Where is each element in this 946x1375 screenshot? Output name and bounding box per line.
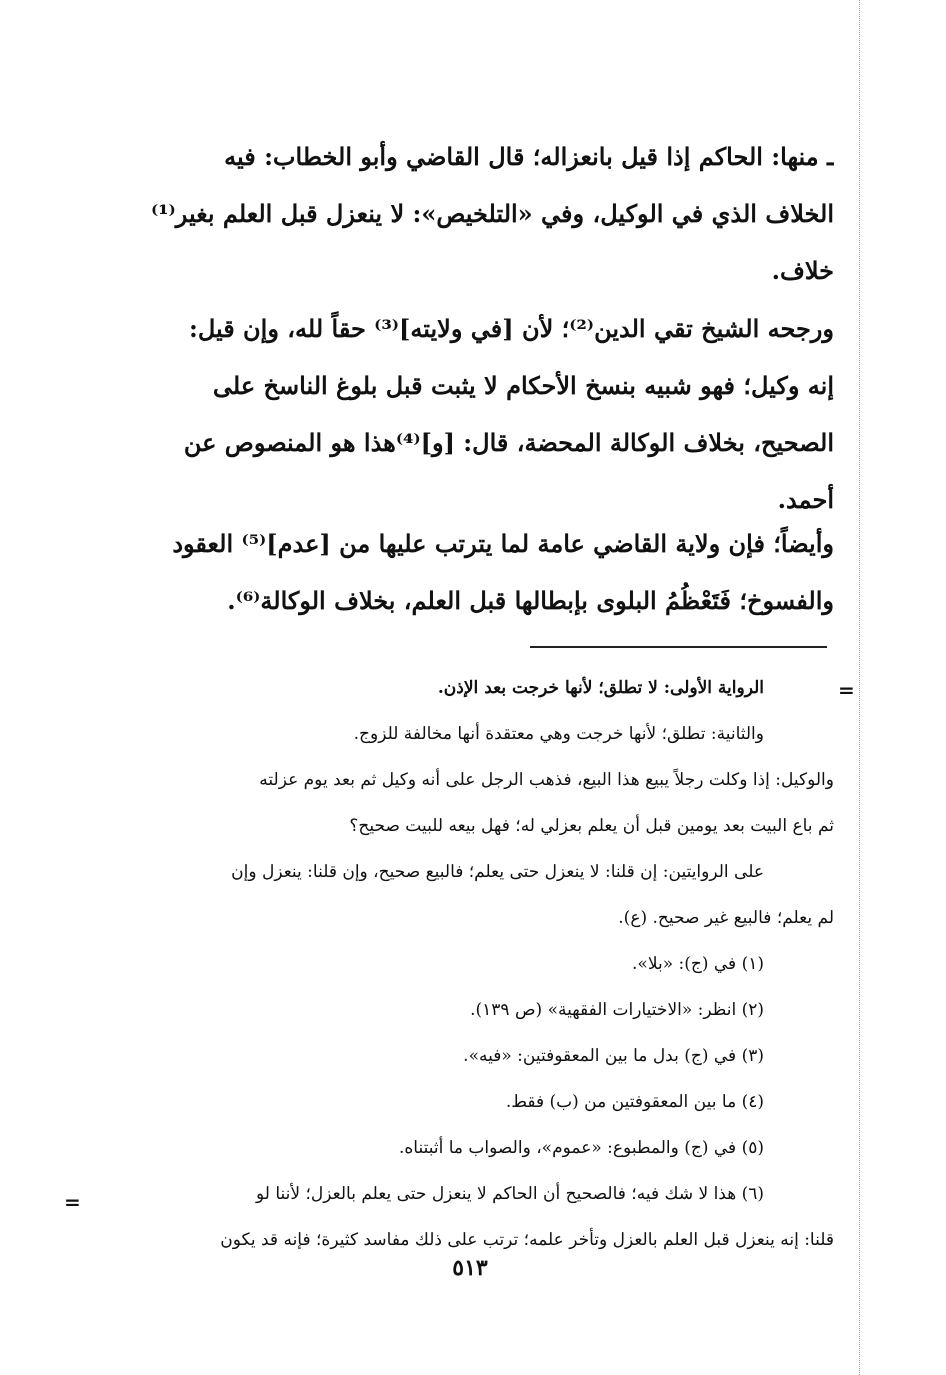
footnote-separator [530,646,827,648]
footnote-2: (٢) انظر: «الاختيارات الفقهية» (ص ١٣٩). [470,1000,764,1020]
page-edge-dotted-line [859,0,860,1375]
text-line: وأيضاً؛ فإن ولاية القاضي عامة لما يترتب عليها من [عدم]⁽⁵⁾ العقود [172,529,834,558]
footnote-6-continued: قلنا: إنه ينعزل قبل العلم بالعزل وتأخر علمه؛ ترتب على ذلك مفاسد كثيرة؛ فإنه قد يكون [220,1230,834,1250]
footnote-line: ثم باع البيت بعد يومين قبل أن يعلم بعزلي له؛ فهل بيعه للبيت صحيح؟ [349,816,834,836]
footnote-continuation-mark: = [838,678,855,702]
text-line: الصحيح، بخلاف الوكالة المحضة، قال: [و]⁽⁴⁾هذا هو المنصوص عن [183,428,834,457]
text-line: إنه وكيل؛ فهو شبيه بنسخ الأحكام لا يثبت قبل بلوغ الناسخ على [212,371,834,400]
footnote-line: لم يعلم؛ فالبيع غير صحيح. (ع). [618,908,834,928]
footnote-line: والثانية: تطلق؛ لأنها خرجت وهي معتقدة أنها مخالفة للزوج. [353,724,764,744]
footnote-5: (٥) في (ج) والمطبوع: «عموم»، والصواب ما أثبتناه. [399,1138,764,1158]
footnote-1: (١) في (ج): «بلا». [632,954,764,974]
text-line: الخلاف الذي في الوكيل، وفي «التلخيص»: لا ينعزل قبل العلم بغير⁽¹⁾ [150,199,834,228]
text-line: أحمد. [777,485,834,514]
footnote-line: على الروايتين: إن قلنا: لا ينعزل حتى يعلم؛ فالبيع صحيح، وإن قلنا: ينعزل وإن [231,862,764,882]
footnote-4: (٤) ما بين المعقوفتين من (ب) فقط. [505,1092,764,1112]
main-paragraph-1 [108,128,834,299]
footnote-6: (٦) هذا لا شك فيه؛ فالصحيح أن الحاكم لا ينعزل حتى يعلم بالعزل؛ لأننا لو [256,1184,764,1204]
footnote-line: الرواية الأولى: لا تطلق؛ لأنها خرجت بعد الإذن. [437,678,764,698]
text-line: والفسوخ؛ فَتَعْظُمُ البلوى بإبطالها قبل العلم، بخلاف الوكالة⁽⁶⁾. [227,586,834,615]
footnote-line: والوكيل: إذا وكلت رجلاً يبيع هذا البيع، فذهب الرجل على أنه وكيل ثم بعد يوم عزلته [259,770,834,790]
text-line: ورجحه الشيخ تقي الدين⁽²⁾؛ لأن [في ولايته]⁽³⁾ حقاً لله، وإن قيل: [188,314,834,343]
main-paragraph-3 [108,515,834,629]
footnote-3: (٣) في (ج) بدل ما بين المعقوفتين: «فيه». [463,1046,764,1066]
footnotes-numbered [108,941,834,1263]
footnote-end-continuation-mark: = [64,1190,81,1214]
text-line: ـ منها: الحاكم إذا قيل بانعزاله؛ قال القاضي وأبو الخطاب: فيه [224,142,834,171]
footnotes-continued [108,665,834,941]
main-paragraph-2 [108,300,834,528]
page-number: ٥١٣ [452,1255,488,1281]
text-line: خلاف. [771,256,834,285]
